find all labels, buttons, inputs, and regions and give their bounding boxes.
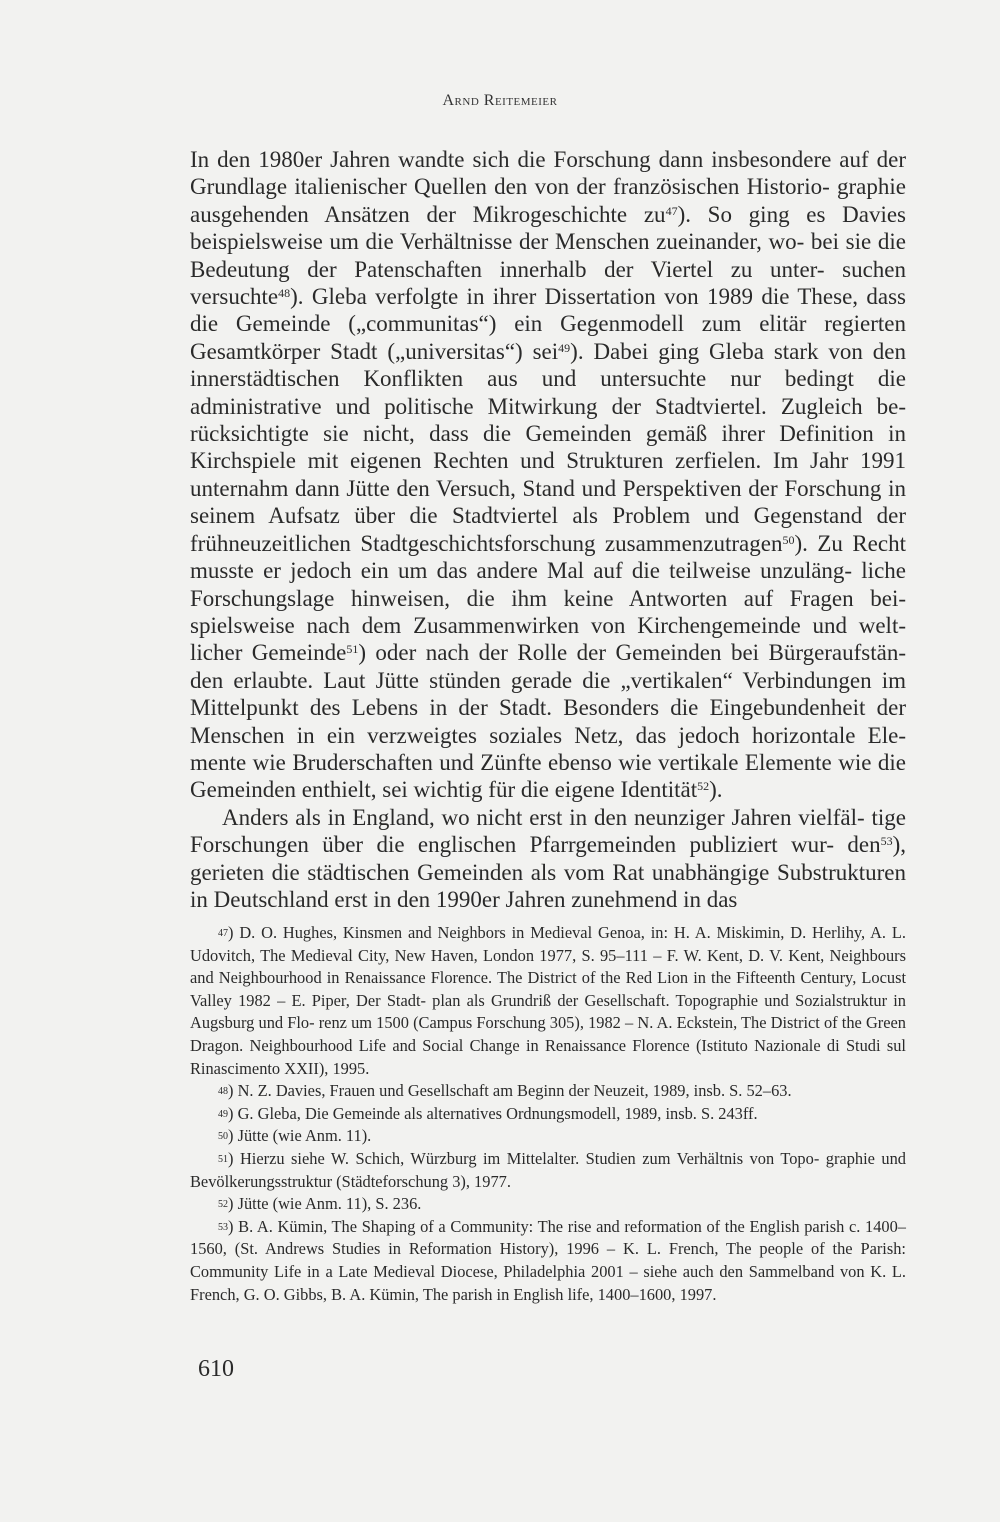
paragraph-1: In den 1980er Jahren wandte sich die Forschung dann insbesondere auf der Grundlage italienischer Quellen den von der französischen Historio- graphie ausgehenden Ansätzen der Mikrogeschichte zu$^{47}$). So ging es Davies beispielsweise um die Verhältnisse der Menschen zueinander, wo- bei sie die Bedeutung der Patenschaften innerhalb der Viertel zu unter- suchen versuchte$^{48}$). Gleba verfolgte in ihrer Dissertation von 1989 die These, dass die Gemeinde („communitas“) ein Gegenmodell zum elitär regierten Gesamtkörper Stadt („universitas“) sei$^{49}$). Dabei ging Gleba stark von den innerstädtischen Konflikten aus und untersuchte nur bedingt die administrative und politische Mitwirkung der Stadtviertel. Zugleich be- rücksichtigte sie nicht, dass die Gemeinden gemäß ihrer Definition in Kirchspiele mit eigenen Rechten und Strukturen zerfielen. Im Jahr 1991 unternahm dann Jütte den Versuch, Stand und Perspektiven der Forschung in seinem Aufsatz über die Stadtviertel als Problem und Gegenstand der frühneuzeitlichen Stadtgeschichtsforschung zusammenzutragen$^{50}$). Zu Recht musste er jedoch ein um das andere Mal auf die teilweise unzuläng- liche Forschungslage hinweisen, die ihm keine Antworten auf Fragen bei- spielsweise nach dem Zusammenwirken von Kirchengemeinde und welt- licher Gemeinde$^{51}$) oder nach der Rolle der Gemeinden bei Bürgeraufstän- den erlaubte. Laut Jütte stünden gerade die „vertikalen“ Verbindungen im Mittelpunkt des Lebens in der Stadt. Besonders die Eingebundenheit der Menschen in ein verzweigtes soziales Netz, das jedoch horizontale Ele- mente wie Bruderschaften und Zünfte ebenso wie vertikale Elemente wie die Gemeinden enthielt, sei wichtig für die eigene Identität$^{52}$). [190, 147, 907, 803]
footnote-52: $^{52}$) Jütte (wie Anm. 11), S. 236. [218, 1194, 422, 1214]
footnote-53: $^{53}$) B. A. Kümin, The Shaping of a Community: The rise and reformation of the English parish c. 1400–1560, (St. Andrews Studies in Reformation History), 1996 – K. L. French, The people of the Parish: Community Life in a Late Medieval Diocese, Philadelphia 2001 – siehe auch den Sammelband von K. L. French, G. O. Gibbs, B. A. Kümin, The parish in English life, 1400–1600, 1997. [190, 1216, 906, 1304]
running-head: Arnd Reitemeier [442, 92, 558, 109]
paragraph-2: Anders als in England, wo nicht erst in den neunziger Jahren vielfäl- tige Forschungen über die englischen Pfarrgemeinden publiziert wur- den$^{53}$), gerieten die städtischen Gemeinden als vom Rat unabhängige Substrukturen in Deutschland erst in den 1990er Jahren zunehmend in das [190, 804, 906, 912]
footnote-ref: 50 [782, 532, 795, 547]
footnote-ref: 53 [880, 834, 893, 849]
footnote-48: $^{48}$) N. Z. Davies, Frauen und Gesellschaft am Beginn der Neuzeit, 1989, insb. S. 52–63. [218, 1081, 792, 1101]
body-text [190, 146, 906, 913]
page-number: 610 [198, 1356, 234, 1382]
footnote-ref: 51 [346, 642, 359, 657]
footnote-47: $^{47}$) D. O. Hughes, Kinsmen and Neighbors in Medieval Genoa, in: H. A. Miskimin, D. Herlihy, A. L. Udovitch, The Medieval City, New Haven, London 1977, S. 95–111 – F. W. Kent, D. V. Kent, Neighbours and Neighbourhood in Renaissance Florence. The District of the Red Lion in the Fifteenth Century, Locust Valley 1982 – E. Piper, Der Stadt- plan als Grundriß der Gesellschaft. Topographie und Sozialstruktur in Augsburg und Flo- renz um 1500 (Campus Forschung 305), 1982 – N. A. Eckstein, The District of the Green Dragon. Neighbourhood Life and Social Change in Renaissance Florence (Istituto Nazionale di Studi sul Rinascimento XXII), 1995. [190, 923, 906, 1078]
footnote-50: $^{50}$) Jütte (wie Anm. 11). [218, 1126, 372, 1146]
footnotes [190, 922, 906, 1306]
footnote-ref: 49 [558, 340, 571, 355]
footnote-49: $^{49}$) G. Gleba, Die Gemeinde als alternatives Ordnungsmodell, 1989, insb. S. 243ff. [218, 1103, 758, 1123]
footnote-ref: 52 [697, 779, 710, 794]
footnote-51: $^{51}$) Hierzu siehe W. Schich, Würzburg im Mittelalter. Studien zum Verhältnis von Topo- graphie und Bevölkerungsstruktur (Städteforschung 3), 1977. [190, 1148, 906, 1191]
footnote-ref: 47 [665, 203, 678, 218]
footnote-ref: 48 [278, 286, 291, 301]
